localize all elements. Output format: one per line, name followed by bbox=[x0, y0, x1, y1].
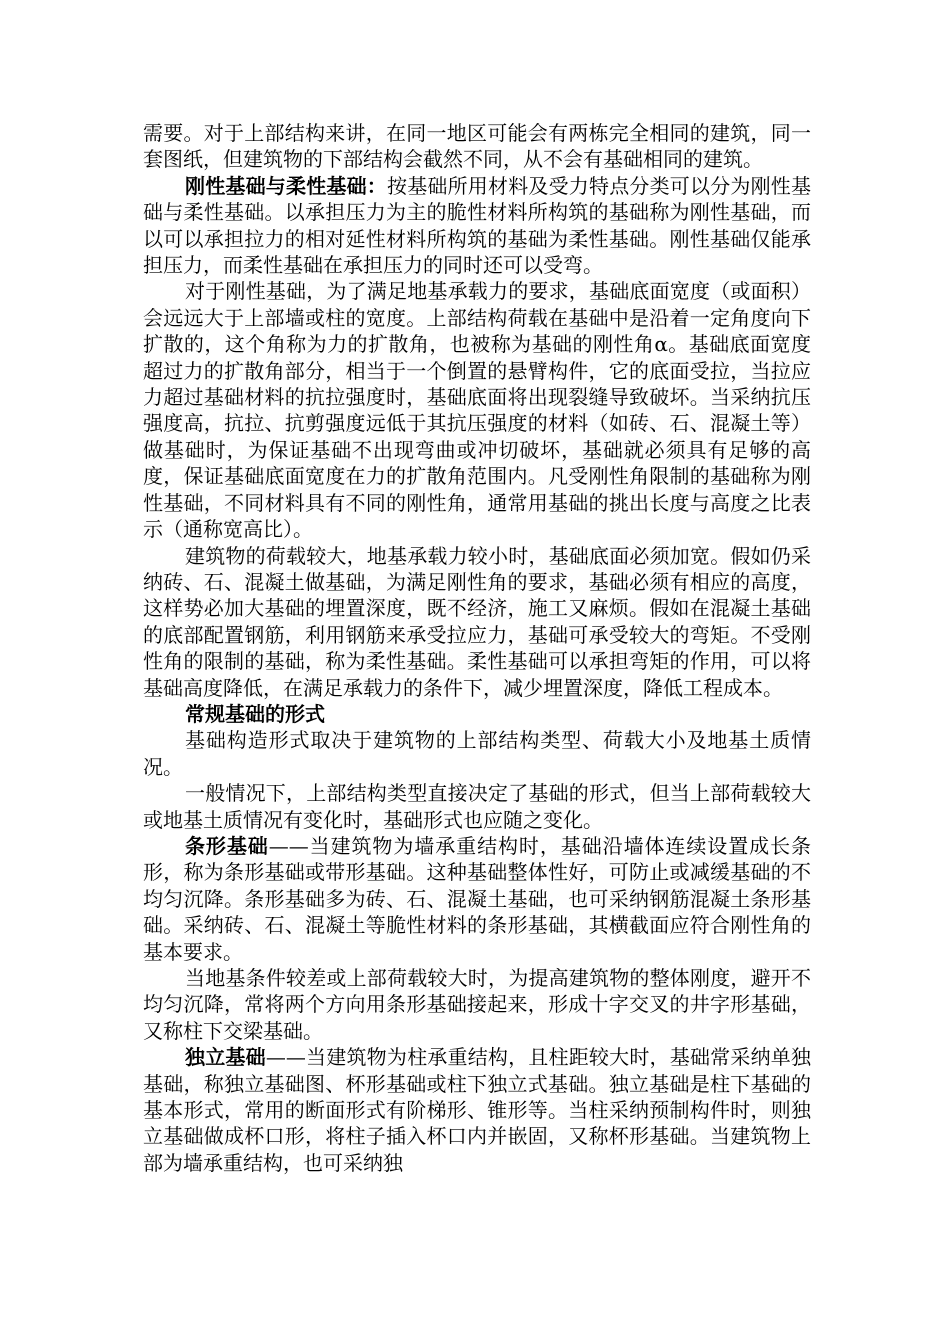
term-heading: 独立基础 bbox=[185, 1045, 266, 1070]
paragraph-form-factors bbox=[143, 727, 811, 780]
paragraph-general-case bbox=[143, 780, 811, 833]
paragraph-strip-foundation bbox=[143, 833, 811, 965]
paragraph-text: 一般情况下，上部结构类型直接决定了基础的形式，但当上部荷载较大或地基土质情况有变化时，基础形式也应随之变化。 bbox=[143, 781, 811, 832]
paragraph-text: ——当建筑物为墙承重结构时，基础沿墙体连续设置成长条形，称为条形基础或带形基础。这种基础整体性好，可防止或减缓基础的不均匀沉降。条形基础多为砖、石、混凝土基础，也可采纳钢筋混凝土条形基础。采纳砖、石、混凝土等脆性材料的条形基础，其横截面应符合刚性角的基本要求。 bbox=[143, 833, 812, 964]
paragraph-cross-foundation bbox=[143, 965, 811, 1044]
paragraph-rigid-foundation bbox=[143, 278, 811, 542]
paragraph-continuation bbox=[143, 120, 811, 173]
paragraph-text: 需要。对于上部结构来讲，在同一地区可能会有两栋完全相同的建筑，同一套图纸，但建筑物的下部结构会截然不同，从不会有基础相同的建筑。 bbox=[143, 121, 811, 172]
section-title: 常规基础的形式 bbox=[185, 701, 325, 726]
paragraph-flexible-foundation bbox=[143, 543, 811, 701]
term-heading: 条形基础 bbox=[185, 833, 269, 858]
paragraph-text: 对于刚性基础，为了满足地基承载力的要求，基础底面宽度（或面积）会远远大于上部墙或柱的宽度。上部结构荷载在基础中是沿着一定角度向下扩散的，这个角称为力的扩散角，也被称为基础的刚性角α。基础底面宽度超过力的扩散角部分，相当于一个倒置的悬臂构件，它的底面受拉，当拉应力超过基础材料的抗拉强度时，基础底面将出现裂缝导致破坏。当采纳抗压强度高，抗拉、抗剪强度远低于其抗压强度的材料（如砖、石、混凝土等）做基础时，为保证基础不出现弯曲或冲切破坏，基础就必须具有足够的高度，保证基础底面宽度在力的扩散角范围内。凡受刚性角限制的基础称为刚性基础，不同材料具有不同的刚性角，通常用基础的挑出长度与高度之比表示（通称宽高比）。 bbox=[143, 279, 811, 542]
paragraph-independent-foundation bbox=[143, 1044, 811, 1176]
paragraph-text: ——当建筑物为柱承重结构，且柱距较大时，基础常采纳单独基础，称独立基础图、杯形基础或柱下独立式基础。独立基础是柱下基础的基本形式，常用的断面形式有阶梯形、锥形等。当柱采纳预制构件时，则独立基础做成杯口形，将柱子插入杯口内并嵌固，又称杯形基础。当建筑物上部为墙承重结构，也可采纳独 bbox=[143, 1045, 812, 1175]
paragraph-text: 按基础所用材料及受力特点分类可以分为刚性基础与柔性基础。以承担压力为主的脆性材料所构筑的基础称为刚性基础，而以可以承担拉力的相对延性材料所构筑的基础为柔性基础。刚性基础仅能承担压力，而柔性基础在承担压力的同时还可以受弯。 bbox=[143, 173, 811, 278]
paragraph-text: 建筑物的荷载较大，地基承载力较小时，基础底面必须加宽。假如仍采纳砖、石、混凝土做基础，为满足刚性角的要求，基础必须有相应的高度，这样势必加大基础的埋置深度，既不经济，施工又麻烦。假如在混凝土基础的底部配置钢筋，利用钢筋来承受拉应力，基础可承受较大的弯矩。不受刚性角的限制的基础，称为柔性基础。柔性基础可以承担弯矩的作用，可以将基础高度降低，在满足承载力的条件下，减少埋置深度，降低工程成本。 bbox=[143, 543, 811, 700]
paragraph-rigid-flexible bbox=[143, 173, 811, 279]
section-heading bbox=[143, 701, 811, 727]
document-page bbox=[143, 120, 811, 1176]
paragraph-text: 基础构造形式取决于建筑物的上部结构类型、荷载大小及地基土质情况。 bbox=[143, 728, 811, 779]
paragraph-text: 当地基条件较差或上部荷载较大时，为提高建筑物的整体刚度，避开不均匀沉降，常将两个方向用条形基础接起来，形成十字交叉的井字形基础，又称柱下交梁基础。 bbox=[143, 966, 811, 1043]
term-heading: 刚性基础与柔性基础： bbox=[185, 173, 387, 198]
